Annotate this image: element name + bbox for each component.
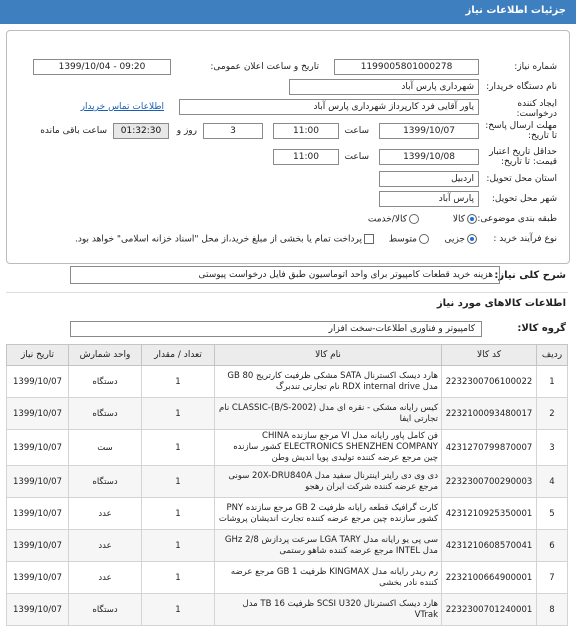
cell-row-number: 4 — [537, 466, 568, 498]
remaining-word: ساعت باقی مانده — [40, 126, 107, 136]
province-label: استان محل تحویل: — [486, 174, 557, 184]
announce-field: 1399/10/04 - 09:20 — [33, 59, 171, 75]
cell-item-code: 4231210925350001 — [442, 498, 537, 530]
category-row — [7, 211, 569, 229]
cell-item-code: 2232300706100022 — [442, 366, 537, 398]
province-field: اردبیل — [379, 171, 479, 187]
cell-unit: دستگاه — [69, 594, 142, 626]
page-header — [0, 0, 576, 24]
cell-item-code: 2232300700290003 — [442, 466, 537, 498]
purchase-label: نوع فرآیند خرید : — [493, 234, 557, 244]
city-row — [7, 191, 569, 209]
cell-quantity: 1 — [142, 562, 215, 594]
cell-quantity: 1 — [142, 366, 215, 398]
cell-quantity: 1 — [142, 466, 215, 498]
table-row[interactable] — [7, 466, 568, 498]
creator-field: یاور آقایی فرد کارپرداز شهرداری پارس آباد — [179, 99, 479, 115]
summary-field: هزینه خرید قطعات کامپیوتر برای واحد اتوماسیون طبق فایل درخواست پیوستی — [70, 266, 500, 284]
cell-unit: دستگاه — [69, 366, 142, 398]
deadline-time-field: 11:00 — [273, 123, 339, 139]
cell-item-name: دی وی دی رایتر اینترنال سفید مدل 20X-DRU840A سونی مرجع عرضه کننده شرکت ایران رهجو — [215, 466, 442, 498]
category-option-goods-service[interactable]: کالا/خدمت — [368, 214, 419, 225]
buyer-label: نام دستگاه خریدار: — [486, 82, 557, 92]
summary-label: شرح کلی نیاز: — [494, 270, 566, 281]
cell-row-number: 5 — [537, 498, 568, 530]
validity-row — [7, 149, 569, 167]
radio-selected-icon — [467, 234, 477, 244]
cell-item-code: 2232100093480017 — [442, 398, 537, 430]
goods-table-header — [7, 345, 568, 366]
details-panel — [6, 30, 570, 264]
buyer-field: شهرداری پارس آباد — [289, 79, 479, 95]
cell-quantity: 1 — [142, 594, 215, 626]
cell-need-date: 1399/10/07 — [7, 594, 69, 626]
col-item-name: نام کالا — [215, 345, 442, 366]
cell-quantity: 1 — [142, 430, 215, 466]
city-field: پارس آباد — [379, 191, 479, 207]
col-item-code: کد کالا — [442, 345, 537, 366]
table-row[interactable] — [7, 398, 568, 430]
deadline-time-word: ساعت — [344, 126, 369, 136]
cell-need-date: 1399/10/07 — [7, 366, 69, 398]
radio-selected-icon — [467, 214, 477, 224]
purchase-row — [7, 231, 569, 249]
cell-item-name: هارد دیسک اکسترنال SCSI U320 ظرفیت TB 16 مدل VTrak — [215, 594, 442, 626]
goods-section-title: اطلاعات کالاهای مورد نیاز — [436, 298, 566, 309]
need-number-label: شماره نیاز: — [514, 62, 557, 72]
need-number-field: 1199005801000278 — [334, 59, 479, 75]
table-row[interactable] — [7, 594, 568, 626]
cell-need-date: 1399/10/07 — [7, 398, 69, 430]
days-word: روز و — [176, 126, 197, 136]
cell-need-date: 1399/10/07 — [7, 562, 69, 594]
deadline-row — [7, 123, 569, 141]
remaining-timer: 01:32:30 — [113, 123, 169, 139]
cell-row-number: 8 — [537, 594, 568, 626]
validity-date-field: 1399/10/08 — [379, 149, 479, 165]
table-row[interactable] — [7, 562, 568, 594]
purchase-option-minor[interactable]: جزیی — [444, 234, 477, 245]
cell-item-code: 2232300701240001 — [442, 594, 537, 626]
cell-item-name: سی پی یو رایانه مدل LGA TARY سرعت پردازش GHz 2/8 مدل INTEL مرجع عرضه کننده شاهو رستمی — [215, 530, 442, 562]
cell-row-number: 6 — [537, 530, 568, 562]
cell-item-code: 4231270799870007 — [442, 430, 537, 466]
cell-unit: ست — [69, 430, 142, 466]
category-option-goods[interactable]: کالا — [453, 214, 477, 225]
purchase-option-medium[interactable]: متوسط — [389, 234, 429, 245]
radio-empty-icon — [419, 234, 429, 244]
col-need-date: تاریخ نیاز — [7, 345, 69, 366]
cell-row-number: 2 — [537, 398, 568, 430]
cell-unit: عدد — [69, 498, 142, 530]
deadline-date-field: 1399/10/07 — [379, 123, 479, 139]
cell-quantity: 1 — [142, 498, 215, 530]
cell-unit: دستگاه — [69, 398, 142, 430]
cell-need-date: 1399/10/07 — [7, 430, 69, 466]
cell-item-name: فن کامل پاور رایانه مدل VI مرجع سازنده CHINA ELECTRONICS SHENZHEN COMPANY کشور سازنده چین مرجع عرضه کننده تولیدی پویا اندیش وطن — [215, 430, 442, 466]
creator-label: ایجاد کننده درخواست: — [516, 99, 557, 119]
goods-table — [6, 344, 568, 626]
validity-time-field: 11:00 — [273, 149, 339, 165]
cell-need-date: 1399/10/07 — [7, 466, 69, 498]
table-row[interactable] — [7, 430, 568, 466]
cell-row-number: 1 — [537, 366, 568, 398]
radio-empty-icon — [409, 214, 419, 224]
table-row[interactable] — [7, 498, 568, 530]
cell-unit: عدد — [69, 530, 142, 562]
cell-item-name: هارد دیسک اکسترنال SATA مشکی ظرفیت کارتریج 80 GB مدل RDX internal drive نام تجارتی تندبرگ — [215, 366, 442, 398]
col-unit: واحد شمارش — [69, 345, 142, 366]
cell-unit: عدد — [69, 562, 142, 594]
cell-unit: دستگاه — [69, 466, 142, 498]
creator-row — [7, 99, 569, 117]
announce-label: تاریخ و ساعت اعلان عمومی: — [210, 62, 319, 72]
cell-need-date: 1399/10/07 — [7, 530, 69, 562]
table-row[interactable] — [7, 366, 568, 398]
cell-row-number: 7 — [537, 562, 568, 594]
city-label: شهر محل تحویل: — [491, 194, 557, 204]
divider — [6, 292, 568, 293]
cell-item-code: 4231210608570041 — [442, 530, 537, 562]
cell-item-name: کیس رایانه مشکی - نقره ای مدل CLASSIC-(B/S-2002) نام تجارتی ایفا — [215, 398, 442, 430]
goods-table-body — [7, 366, 568, 626]
cell-item-code: 2232100664900001 — [442, 562, 537, 594]
col-quantity: تعداد / مقدار — [142, 345, 215, 366]
checkbox-icon — [364, 234, 374, 244]
cell-row-number: 3 — [537, 430, 568, 466]
deadline-label: مهلت ارسال پاسخ: تا تاریخ: — [485, 121, 557, 141]
category-label: طبقه بندی موضوعی: — [477, 214, 557, 224]
buyer-row — [7, 79, 569, 97]
goods-group-label: گروه کالا: — [517, 323, 566, 334]
need-number-row — [7, 59, 569, 77]
cell-quantity: 1 — [142, 398, 215, 430]
cell-need-date: 1399/10/07 — [7, 498, 69, 530]
treasury-payment-checkbox[interactable]: پرداخت تمام یا بخشی از مبلغ خرید،از محل "اسناد خزانه اسلامی" خواهد بود. — [75, 234, 374, 245]
page-title: جزئیات اطلاعات نیاز — [465, 5, 566, 16]
goods-group-field: کامپیوتر و فناوری اطلاعات-سخت افزار — [70, 321, 482, 337]
cell-item-name: کارت گرافیک قطعه رایانه ظرفیت GB 2 مرجع سازنده PNY کشور سازنده چین مرجع عرضه کننده تجارت اندیشان پروشات — [215, 498, 442, 530]
province-row — [7, 171, 569, 189]
buyer-contact-link[interactable]: اطلاعات تماس خریدار — [80, 102, 164, 112]
cell-quantity: 1 — [142, 530, 215, 562]
days-field: 3 — [203, 123, 263, 139]
validity-label: حداقل تاریخ اعتبار قیمت: تا تاریخ: — [489, 147, 557, 167]
validity-time-word: ساعت — [344, 152, 369, 162]
cell-item-name: رم ریدر رایانه مدل KINGMAX ظرفیت GB 1 مرجع عرضه کننده نادر بخشی — [215, 562, 442, 594]
col-row-number: ردیف — [537, 345, 568, 366]
